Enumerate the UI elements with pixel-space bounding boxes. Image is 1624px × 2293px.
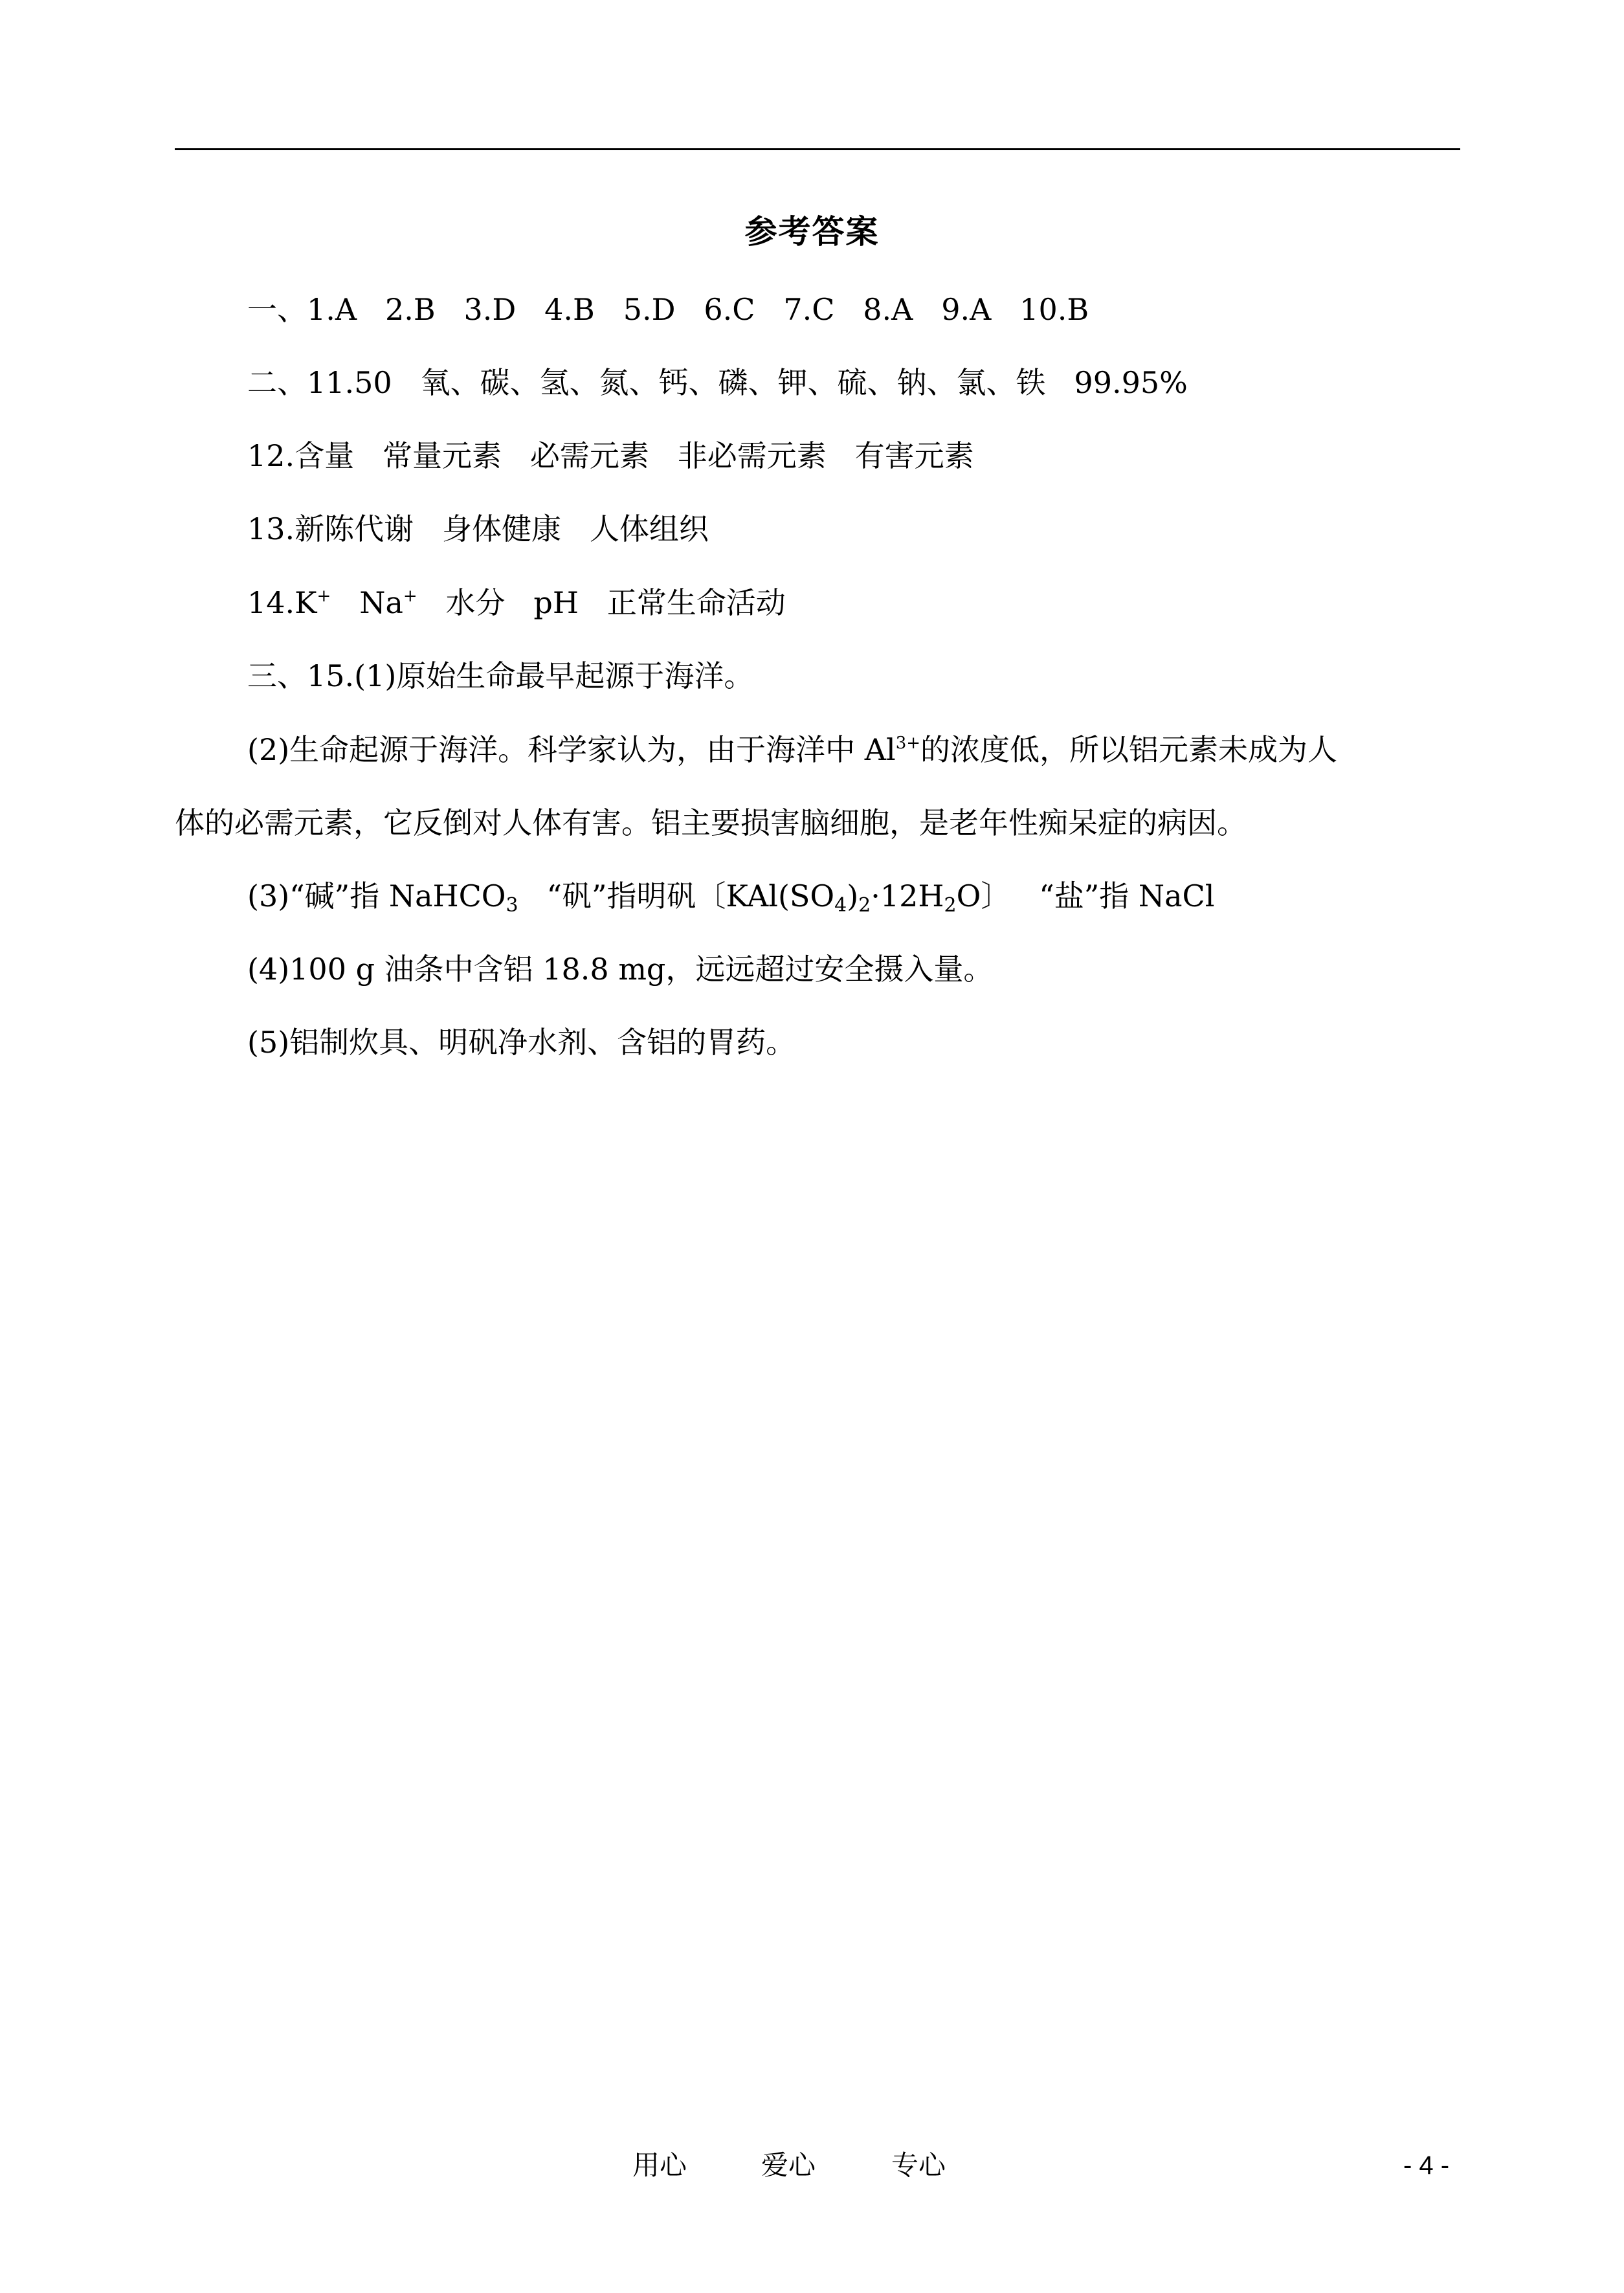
footer-word-3: 专心	[891, 2149, 946, 2181]
page-number: - 4 -	[1403, 2151, 1450, 2180]
answer-line-7-b: 的浓度低，所以铝元素未成为人	[920, 732, 1338, 767]
answer-line-9-sub1: 3	[506, 894, 518, 917]
answer-line-6: 三、15.(1)原始生命最早起源于海洋。	[247, 658, 754, 693]
answer-line-7-sup: 3+	[895, 733, 921, 753]
answer-line-1: 一、1.A 2.B 3.D 4.B 5.D 6.C 7.C 8.A 9.A 10.B	[247, 292, 1089, 327]
answer-line-9-d: ·12H	[871, 878, 944, 913]
answer-line-10: (4)100 g 油条中含铝 18.8 mg，远远超过安全摄入量。	[247, 952, 994, 987]
answer-line-5-na: Na	[331, 585, 403, 620]
answer-line-11: (5)铝制炊具、明矾净水剂、含铝的胃药。	[247, 1025, 796, 1060]
page-title: 参考答案	[744, 212, 880, 251]
answer-line-5-na-sup: +	[403, 587, 417, 606]
answer-line-4: 13.新陈代谢 身体健康 人体组织	[247, 511, 709, 546]
header-rule	[175, 148, 1460, 150]
answer-line-5-k: 14.K	[247, 585, 317, 620]
answer-line-5	[247, 583, 786, 622]
answer-line-9-a: (3)“碱”指 NaHCO	[247, 878, 506, 913]
answer-line-9-e: O〕 “盐”指 NaCl	[956, 878, 1215, 913]
answer-line-7	[247, 730, 1337, 769]
answer-line-8: 体的必需元素，它反倒对人体有害。铝主要损害脑细胞，是老年性痴呆症的病因。	[175, 805, 1247, 840]
answer-line-5-rest: 水分 pH 正常生命活动	[417, 585, 786, 620]
footer-word-2: 爱心	[761, 2149, 816, 2181]
answer-line-5-k-sup: +	[317, 587, 331, 606]
answer-line-3: 12.含量 常量元素 必需元素 非必需元素 有害元素	[247, 438, 974, 473]
answer-line-7-a: (2)生命起源于海洋。科学家认为，由于海洋中 Al	[247, 732, 896, 767]
answer-line-2: 二、11.50 氧、碳、氢、氮、钙、磷、钾、硫、钠、氯、铁 99.95%	[247, 365, 1188, 400]
answer-line-9-b: “矾”指明矾〔KAl(SO	[518, 878, 835, 913]
footer-word-1: 用心	[632, 2149, 687, 2181]
answer-line-9	[247, 877, 1214, 915]
answer-line-9-sub4: 2	[944, 894, 957, 917]
answer-line-9-c: )	[847, 878, 859, 913]
answer-line-9-sub3: 2	[858, 894, 871, 917]
answer-line-9-sub2: 4	[834, 894, 847, 917]
